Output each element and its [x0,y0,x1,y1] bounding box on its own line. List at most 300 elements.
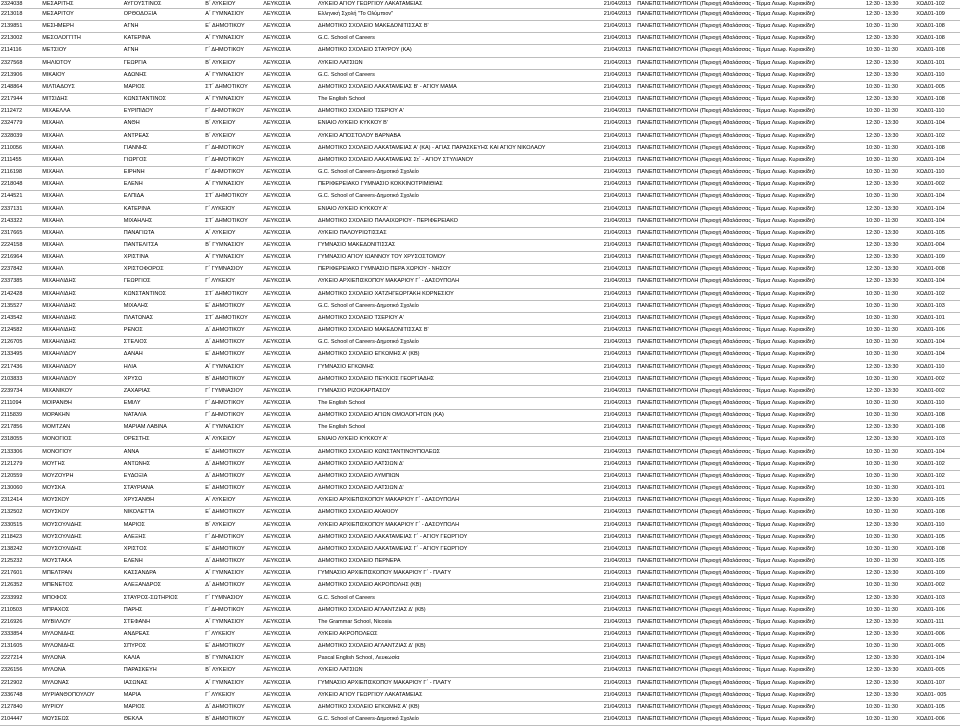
school-cell: The English School [317,398,569,410]
exam-time-cell: 10:30 - 11:30 [865,106,915,118]
student-id-cell: 2326156 [0,665,41,677]
school-cell: ΔΗΜΟΤΙΚΟ ΣΧΟΛΕΙΟ ΛΑΚΑΤΑΜΕΙΑΣ Γ΄ - ΑΓΙΟΥ ΓΕΩΡΓΙΟΥ [317,531,569,543]
student-id-cell: 2233992 [0,592,41,604]
exam-date-cell: 21/04/2013 [569,628,636,640]
school-cell: ΔΗΜΟΤΙΚΟ ΣΧΟΛΕΙΟ ΜΑΚΕΔΟΝΙΤΙΣΣΑΣ Β' [317,21,569,33]
school-cell: ΛΥΚΕΙΟ ΑΓΙΟΥ ΓΕΩΡΓΙΟΥ ΛΑΚΑΤΑΜΕΙΑΣ [317,689,569,701]
surname-cell: ΜΟΥΣΚΑ [41,483,122,495]
student-id-cell: 2337385 [0,276,41,288]
grade-cell: Γ΄ ΔΗΜΟΤΙΚΟΥ [204,45,262,57]
student-id-cell: 2213018 [0,9,41,21]
exam-center-cell: ΠΑΝΕΠΙΣΤΗΜΙΟΥΠΟΛΗ (Περιοχή Αθαλάσσας - Τέρμα Λεωφ. Κυριακίδη) [636,677,865,689]
school-cell: ΕΝΙΑΙΟ ΛΥΚΕΙΟ ΚΥΚΚΟΥ Α' [317,203,569,215]
exam-date-cell: 21/04/2013 [569,325,636,337]
district-cell: ΛΕΥΚΩΣΙΑ [262,179,317,191]
exam-center-cell: ΠΑΝΕΠΙΣΤΗΜΙΟΥΠΟΛΗ (Περιοχή Αθαλάσσας - Τέρμα Λεωφ. Κυριακίδη) [636,556,865,568]
surname-cell: ΜΟΥΣΚΟΥ [41,495,122,507]
room-cell: ΧΩΔ01-108 [915,142,960,154]
first-name-cell: ΔΑΝΑΗ [123,349,204,361]
student-id-cell: 2212902 [0,677,41,689]
student-id-cell: 2111455 [0,154,41,166]
first-name-cell: ΜΙΧΑΛΗΣ [123,300,204,312]
district-cell: ΛΕΥΚΩΣΙΑ [262,252,317,264]
district-cell: ΛΕΥΚΩΣΙΑ [262,325,317,337]
room-cell: ΧΩΔ01-005 [915,81,960,93]
exam-center-cell: ΠΑΝΕΠΙΣΤΗΜΙΟΥΠΟΛΗ (Περιοχή Αθαλάσσας - Τέρμα Λεωφ. Κυριακίδη) [636,276,865,288]
district-cell: ΛΕΥΚΩΣΙΑ [262,677,317,689]
district-cell: ΛΕΥΚΩΣΙΑ [262,130,317,142]
grade-cell: Β΄ ΓΥΜΝΑΣΙΟΥ [204,653,262,665]
exam-center-cell: ΠΑΝΕΠΙΣΤΗΜΙΟΥΠΟΛΗ (Περιοχή Αθαλάσσας - Τέρμα Λεωφ. Κυριακίδη) [636,507,865,519]
grade-cell: Γ΄ ΓΥΜΝΑΣΙΟΥ [204,264,262,276]
district-cell: ΛΕΥΚΩΣΙΑ [262,446,317,458]
district-cell: ΛΕΥΚΩΣΙΑ [262,300,317,312]
exam-center-cell: ΠΑΝΕΠΙΣΤΗΜΙΟΥΠΟΛΗ (Περιοχή Αθαλάσσας - Τέρμα Λεωφ. Κυριακίδη) [636,69,865,81]
district-cell: ΛΕΥΚΩΣΙΑ [262,398,317,410]
school-cell: ΔΗΜΟΤΙΚΟ ΣΧΟΛΕΙΟ ΛΑΚΑΤΑΜΕΙΑΣ Γ΄ - ΑΓΙΟΥ ΓΕΩΡΓΙΟΥ [317,543,569,555]
surname-cell: ΜΕΣΟΛΟΓΓΙΤΗ [41,33,122,45]
first-name-cell: ΑΝΤΩΝΗΣ [123,458,204,470]
first-name-cell: ΚΩΝΣΤΑΝΤΙΝΟΣ [123,288,204,300]
school-cell: ΔΗΜΟΤΙΚΟ ΣΧΟΛΕΙΟ ΑΚΡΟΠΟΛΗΣ (ΚΒ) [317,580,569,592]
grade-cell: Γ΄ ΛΥΚΕΙΟΥ [204,628,262,640]
surname-cell: ΜΟΥΣΟΥΛΙΔΗΣ [41,519,122,531]
grade-cell: Δ΄ ΔΗΜΟΤΙΚΟΥ [204,337,262,349]
district-cell: ΛΕΥΚΩΣΙΑ [262,191,317,203]
exam-date-cell: 21/04/2013 [569,337,636,349]
surname-cell: ΜΙΧΑΝΙΚΟΥ [41,385,122,397]
room-cell: ΧΩΔ01-108 [915,543,960,555]
surname-cell: ΜΙΧΑΗΛΙΔΗΣ [41,300,122,312]
district-cell: ΛΕΥΚΩΣΙΑ [262,106,317,118]
room-cell: ΧΩΔ01-108 [915,45,960,57]
grade-cell: Δ΄ ΔΗΜΟΤΙΚΟΥ [204,556,262,568]
table-row [0,398,960,410]
exam-time-cell: 10:30 - 11:30 [865,349,915,361]
first-name-cell: ΠΑΡΗΣ [123,604,204,616]
district-cell: ΛΕΥΚΩΣΙΑ [262,568,317,580]
first-name-cell: ΑΛΕΞΑΝΔΡΟΣ [123,580,204,592]
exam-center-cell: ΠΑΝΕΠΙΣΤΗΜΙΟΥΠΟΛΗ (Περιοχή Αθαλάσσας - Τέρμα Λεωφ. Κυριακίδη) [636,543,865,555]
room-cell: ΧΩΔ01-006 [915,714,960,726]
exam-time-cell: 12:30 - 13:30 [865,130,915,142]
grade-cell: Α΄ ΓΥΜΝΑΣΙΟΥ [204,69,262,81]
exam-date-cell: 21/04/2013 [569,300,636,312]
table-row [0,677,960,689]
grade-cell: Δ΄ ΔΗΜΟΤΙΚΟΥ [204,325,262,337]
exam-time-cell: 12:30 - 13:30 [865,592,915,604]
surname-cell: ΜΠΟΦΟΣ [41,592,122,604]
table-row [0,556,960,568]
exam-time-cell: 10:30 - 11:30 [865,398,915,410]
exam-center-cell: ΠΑΝΕΠΙΣΤΗΜΙΟΥΠΟΛΗ (Περιοχή Αθαλάσσας - Τέρμα Λεωφ. Κυριακίδη) [636,21,865,33]
student-id-cell: 2217601 [0,568,41,580]
surname-cell: ΜΙΧΑΗΛΙΔΟΥ [41,373,122,385]
district-cell: ΛΕΥΚΩΣΙΑ [262,0,317,9]
district-cell: ΛΕΥΚΩΣΙΑ [262,81,317,93]
exam-center-cell: ΠΑΝΕΠΙΣΤΗΜΙΟΥΠΟΛΗ (Περιοχή Αθαλάσσας - Τέρμα Λεωφ. Κυριακίδη) [636,458,865,470]
student-id-cell: 2135527 [0,300,41,312]
exam-time-cell: 10:30 - 11:30 [865,543,915,555]
school-cell: ΓΥΜΝΑΣΙΟ ΜΑΚΕΔΟΝΙΤΙΣΣΑΣ [317,239,569,251]
table-row [0,495,960,507]
exam-time-cell: 12:30 - 13:30 [865,0,915,9]
first-name-cell: ΠΑΡΑΣΚΕΥΗ [123,665,204,677]
grade-cell: Α΄ ΓΥΜΝΑΣΙΟΥ [204,422,262,434]
exam-time-cell: 12:30 - 13:30 [865,434,915,446]
first-name-cell: ΑΛΕΞΗΣ [123,531,204,543]
room-cell: ΧΩΔ01-102 [915,288,960,300]
school-cell: ΓΥΜΝΑΣΙΟ ΑΡΧΙΕΠΙΣΚΟΠΟΥ ΜΑΚΑΡΙΟΥ Γ΄ - ΠΛΑΤΥ [317,568,569,580]
school-cell: ΔΗΜΟΤΙΚΟ ΣΧΟΛΕΙΟ ΤΣΕΡΙΟΥ Α' [317,106,569,118]
first-name-cell: ΚΑΣΣΑΝΔΡΑ [123,568,204,580]
student-id-cell: 2138242 [0,543,41,555]
exam-center-cell: ΠΑΝΕΠΙΣΤΗΜΙΟΥΠΟΛΗ (Περιοχή Αθαλάσσας - Τέρμα Λεωφ. Κυριακίδη) [636,604,865,616]
surname-cell: ΜΙΧΑΗΛΙΔΗΣ [41,276,122,288]
exam-date-cell: 21/04/2013 [569,385,636,397]
school-cell: ΛΥΚΕΙΟ ΑΚΡΟΠΟΛΕΩΣ [317,628,569,640]
student-id-cell: 2110056 [0,142,41,154]
exam-center-cell: ΠΑΝΕΠΙΣΤΗΜΙΟΥΠΟΛΗ (Περιοχή Αθαλάσσας - Τέρμα Λεωφ. Κυριακίδη) [636,422,865,434]
exam-date-cell: 21/04/2013 [569,276,636,288]
surname-cell: ΜΙΧΑΗΛΙΔΗΣ [41,325,122,337]
table-row [0,543,960,555]
room-cell: ΧΩΔ01-110 [915,361,960,373]
grade-cell: Ε΄ ΔΗΜΟΤΙΚΟΥ [204,300,262,312]
exam-date-cell: 21/04/2013 [569,665,636,677]
exam-time-cell: 12:30 - 13:30 [865,495,915,507]
exam-center-cell: ΠΑΝΕΠΙΣΤΗΜΙΟΥΠΟΛΗ (Περιοχή Αθαλάσσας - Τέρμα Λεωφ. Κυριακίδη) [636,264,865,276]
exam-center-cell: ΠΑΝΕΠΙΣΤΗΜΙΟΥΠΟΛΗ (Περιοχή Αθαλάσσας - Τέρμα Λεωφ. Κυριακίδη) [636,154,865,166]
exam-time-cell: 12:30 - 13:30 [865,628,915,640]
district-cell: ΛΕΥΚΩΣΙΑ [262,714,317,726]
district-cell: ΛΕΥΚΩΣΙΑ [262,203,317,215]
exam-date-cell: 21/04/2013 [569,458,636,470]
table-row [0,9,960,21]
exam-center-cell: ΠΑΝΕΠΙΣΤΗΜΙΟΥΠΟΛΗ (Περιοχή Αθαλάσσας - Τέρμα Λεωφ. Κυριακίδη) [636,519,865,531]
grade-cell: Α΄ ΓΥΜΝΑΣΙΟΥ [204,179,262,191]
room-cell: ΧΩΔ01-110 [915,69,960,81]
exam-date-cell: 21/04/2013 [569,519,636,531]
exam-time-cell: 10:30 - 11:30 [865,142,915,154]
exam-time-cell: 10:30 - 11:30 [865,483,915,495]
district-cell: ΛΕΥΚΩΣΙΑ [262,410,317,422]
surname-cell: ΜΥΛΩΝΑΣ [41,677,122,689]
exam-center-cell: ΠΑΝΕΠΙΣΤΗΜΙΟΥΠΟΛΗ (Περιοχή Αθαλάσσας - Τέρμα Λεωφ. Κυριακίδη) [636,9,865,21]
surname-cell: ΜΙΧΑΗΛ [41,130,122,142]
student-id-cell: 2217944 [0,94,41,106]
table-row [0,349,960,361]
district-cell: ΛΕΥΚΩΣΙΑ [262,373,317,385]
table-row [0,434,960,446]
table-row [0,264,960,276]
student-id-cell: 2103833 [0,373,41,385]
first-name-cell: ΕΥΔΟΞΙΑ [123,470,204,482]
first-name-cell: ΖΑΧΑΡΙΑΣ [123,385,204,397]
student-id-cell: 2218048 [0,179,41,191]
exam-time-cell: 12:30 - 13:30 [865,94,915,106]
table-row [0,446,960,458]
room-cell: ΧΩΔ01-102 [915,470,960,482]
surname-cell: ΜΟΜΤΖΑΝ [41,422,122,434]
exam-time-cell: 10:30 - 11:30 [865,580,915,592]
table-row [0,239,960,251]
surname-cell: ΜΙΛΤΙΑΔΟΥΣ [41,81,122,93]
grade-cell: Γ΄ ΔΗΜΟΤΙΚΟΥ [204,604,262,616]
exam-center-cell: ΠΑΝΕΠΙΣΤΗΜΙΟΥΠΟΛΗ (Περιοχή Αθαλάσσας - Τέρμα Λεωφ. Κυριακίδη) [636,592,865,604]
exam-center-cell: ΠΑΝΕΠΙΣΤΗΜΙΟΥΠΟΛΗ (Περιοχή Αθαλάσσας - Τέρμα Λεωφ. Κυριακίδη) [636,33,865,45]
first-name-cell: ΧΡΙΣΤΟΣ [123,543,204,555]
first-name-cell: ΠΛΑΤΩΝΑΣ [123,312,204,324]
exam-time-cell: 10:30 - 11:30 [865,507,915,519]
surname-cell: ΜΟΥΣΟΥΛΙΔΗΣ [41,531,122,543]
table-row [0,252,960,264]
school-cell: The Grammar School, Nicosia [317,616,569,628]
surname-cell: ΜΗΛΙΩΤΟΥ [41,57,122,69]
exam-date-cell: 21/04/2013 [569,446,636,458]
exam-center-cell: ΠΑΝΕΠΙΣΤΗΜΙΟΥΠΟΛΗ (Περιοχή Αθαλάσσας - Τέρμα Λεωφ. Κυριακίδη) [636,130,865,142]
first-name-cell: ΑΝΔΡΕΑΣ [123,628,204,640]
room-cell: ΧΩΔ01-105 [915,531,960,543]
first-name-cell: ΓΙΩΡΓΟΣ [123,154,204,166]
room-cell: ΧΩΔ01-101 [915,483,960,495]
table-row [0,69,960,81]
exam-date-cell: 21/04/2013 [569,142,636,154]
first-name-cell: ΑΔΩΝΗΣ [123,69,204,81]
exam-time-cell: 12:30 - 13:30 [865,179,915,191]
surname-cell: ΜΟΡΑΚΗΝ [41,410,122,422]
first-name-cell: ΑΥΓΟΥΣΤΙΝΟΣ [123,0,204,9]
student-id-cell: 2115839 [0,410,41,422]
district-cell: ΛΕΥΚΩΣΙΑ [262,495,317,507]
student-id-cell: 2111094 [0,398,41,410]
school-cell: ΔΗΜΟΤΙΚΟ ΣΧΟΛΕΙΟ ΣΤΑΥΡΟΥ (ΚΑ) [317,45,569,57]
table-row [0,227,960,239]
district-cell: ΛΕΥΚΩΣΙΑ [262,288,317,300]
student-id-cell: 2114116 [0,45,41,57]
exam-time-cell: 10:30 - 11:30 [865,288,915,300]
grade-cell: Ε΄ ΔΗΜΟΤΙΚΟΥ [204,483,262,495]
surname-cell: ΜΟΝΟΓΙΟΥ [41,446,122,458]
surname-cell: ΜΙΧΑΗΛ [41,239,122,251]
school-cell: ΔΗΜΟΤΙΚΟ ΣΧΟΛΕΙΟ ΛΑΤΣΙΩΝ Δ' [317,458,569,470]
district-cell: ΛΕΥΚΩΣΙΑ [262,215,317,227]
room-cell: ΧΩΔ01-105 [915,556,960,568]
school-cell: ΛΥΚΕΙΟ ΑΡΧΙΕΠΙΣΚΟΠΟΥ ΜΑΚΑΡΙΟΥ Γ΄ - ΔΑΣΟΥΠΟΛΗ [317,519,569,531]
exam-date-cell: 21/04/2013 [569,94,636,106]
first-name-cell: ΓΙΑΝΝΗΣ [123,142,204,154]
district-cell: ΛΕΥΚΩΣΙΑ [262,142,317,154]
first-name-cell: ΑΝΘΗ [123,118,204,130]
school-cell: ΔΗΜΟΤΙΚΟ ΣΧΟΛΕΙΟ ΛΑΚΑΤΑΜΕΙΑΣ Β' - ΑΓΙΟΥ ΜΑΜΑ [317,81,569,93]
grade-cell: Α΄ ΓΥΜΝΑΣΙΟΥ [204,252,262,264]
grade-cell: Α΄ ΓΥΜΝΑΣΙΟΥ [204,568,262,580]
grade-cell: Γ΄ ΓΥΜΝΑΣΙΟΥ [204,385,262,397]
exam-date-cell: 21/04/2013 [569,9,636,21]
first-name-cell: ΡΕΝΟΣ [123,325,204,337]
room-cell: ΧΩΔ01-108 [915,410,960,422]
district-cell: ΛΕΥΚΩΣΙΑ [262,604,317,616]
exam-time-cell: 10:30 - 11:30 [865,470,915,482]
table-row [0,167,960,179]
exam-center-cell: ΠΑΝΕΠΙΣΤΗΜΙΟΥΠΟΛΗ (Περιοχή Αθαλάσσας - Τέρμα Λεωφ. Κυριακίδη) [636,398,865,410]
surname-cell: ΜΩΥΣΕΩΣ [41,714,122,726]
grade-cell: Α΄ ΛΥΚΕΙΟΥ [204,495,262,507]
exam-time-cell: 12:30 - 13:30 [865,239,915,251]
table-row [0,57,960,69]
school-cell: ΛΥΚΕΙΟ ΠΑΛΟΥΡΙΩΤΙΣΣΑΣ [317,227,569,239]
table-row [0,519,960,531]
room-cell: ΧΩΔ01-104 [915,337,960,349]
first-name-cell: ΚΩΝΣΤΑΝΤΙΝΟΣ [123,94,204,106]
district-cell: ΛΕΥΚΩΣΙΑ [262,154,317,166]
table-row [0,592,960,604]
room-cell: ΧΩΔ01-110 [915,167,960,179]
room-cell: ΧΩΔ01-102 [915,458,960,470]
room-cell: ΧΩΔ01-102 [915,130,960,142]
grade-cell: Γ΄ ΛΥΚΕΙΟΥ [204,203,262,215]
first-name-cell: ΓΕΩΡΓΙΟΣ [123,276,204,288]
student-id-cell: 2121279 [0,458,41,470]
school-cell: The English School [317,94,569,106]
exam-center-cell: ΠΑΝΕΠΙΣΤΗΜΙΟΥΠΟΛΗ (Περιοχή Αθαλάσσας - Τέρμα Λεωφ. Κυριακίδη) [636,179,865,191]
exam-date-cell: 21/04/2013 [569,118,636,130]
grade-cell: ΣΤ΄ ΔΗΜΟΤΙΚΟΥ [204,288,262,300]
exam-center-cell: ΠΑΝΕΠΙΣΤΗΜΙΟΥΠΟΛΗ (Περιοχή Αθαλάσσας - Τέρμα Λεωφ. Κυριακίδη) [636,568,865,580]
student-id-cell: 2336748 [0,689,41,701]
surname-cell: ΜΙΧΑΗΛ [41,264,122,276]
exam-time-cell: 10:30 - 11:30 [865,458,915,470]
table-row [0,714,960,726]
exam-time-cell: 12:30 - 13:30 [865,57,915,69]
table-row [0,653,960,665]
district-cell: ΛΕΥΚΩΣΙΑ [262,592,317,604]
student-id-cell: 2330515 [0,519,41,531]
student-id-cell: 2124582 [0,325,41,337]
student-id-cell: 2139851 [0,21,41,33]
room-cell: ΧΩΔ01-104 [915,191,960,203]
table-row [0,33,960,45]
grade-cell: Α΄ ΛΥΚΕΙΟΥ [204,434,262,446]
student-id-cell: 2213002 [0,33,41,45]
exam-center-cell: ΠΑΝΕΠΙΣΤΗΜΙΟΥΠΟΛΗ (Περιοχή Αθαλάσσας - Τέρμα Λεωφ. Κυριακίδη) [636,81,865,93]
exam-center-cell: ΠΑΝΕΠΙΣΤΗΜΙΟΥΠΟΛΗ (Περιοχή Αθαλάσσας - Τέρμα Λεωφ. Κυριακίδη) [636,300,865,312]
table-row [0,94,960,106]
school-cell: ΕΝΙΑΙΟ ΛΥΚΕΙΟ ΚΥΚΚΟΥ Α' [317,434,569,446]
room-cell: ΧΩΔ01-108 [915,33,960,45]
student-id-cell: 2216926 [0,616,41,628]
exam-center-cell: ΠΑΝΕΠΙΣΤΗΜΙΟΥΠΟΛΗ (Περιοχή Αθαλάσσας - Τέρμα Λεωφ. Κυριακίδη) [636,0,865,9]
first-name-cell: ΑΝΝΑ [123,446,204,458]
grade-cell: Γ΄ ΔΗΜΟΤΙΚΟΥ [204,398,262,410]
first-name-cell: ΣΠΥΡΟΣ [123,641,204,653]
student-id-cell: 2116198 [0,167,41,179]
district-cell: ΛΕΥΚΩΣΙΑ [262,665,317,677]
exam-center-cell: ΠΑΝΕΠΙΣΤΗΜΙΟΥΠΟΛΗ (Περιοχή Αθαλάσσας - Τέρμα Λεωφ. Κυριακίδη) [636,118,865,130]
room-cell: ΧΩΔ01-110 [915,398,960,410]
first-name-cell: ΕΛΠΙΔΑ [123,191,204,203]
table-row [0,325,960,337]
room-cell: ΧΩΔ01-109 [915,252,960,264]
table-row [0,21,960,33]
grade-cell: Α΄ ΓΥΜΝΑΣΙΟΥ [204,94,262,106]
exam-date-cell: 21/04/2013 [569,373,636,385]
room-cell: ΧΩΔ01-103 [915,592,960,604]
grade-cell: Α΄ ΓΥΜΝΑΣΙΟΥ [204,616,262,628]
exam-date-cell: 21/04/2013 [569,410,636,422]
grade-cell: Α΄ ΓΥΜΝΑΣΙΟΥ [204,33,262,45]
room-cell: ΧΩΔ01-002 [915,385,960,397]
first-name-cell: ΑΝΤΡΕΑΣ [123,130,204,142]
student-id-cell: 2143542 [0,312,41,324]
exam-date-cell: 21/04/2013 [569,580,636,592]
grade-cell: Γ΄ ΛΥΚΕΙΟΥ [204,689,262,701]
exam-date-cell: 21/04/2013 [569,483,636,495]
exam-time-cell: 10:30 - 11:30 [865,300,915,312]
surname-cell: ΜΙΧΑΗΛ [41,142,122,154]
table-row [0,580,960,592]
school-cell: ΓΥΜΝΑΣΙΟ ΕΓΚΩΜΗΣ [317,361,569,373]
exam-date-cell: 21/04/2013 [569,33,636,45]
school-cell: ΔΗΜΟΤΙΚΟ ΣΧΟΛΕΙΟ ΠΑΛΑΙΧΩΡΙΟΥ - ΠΕΡΙΦΕΡΕΙΑΚΟ [317,215,569,227]
room-cell: ΧΩΔ01- 005 [915,689,960,701]
exam-center-cell: ΠΑΝΕΠΙΣΤΗΜΙΟΥΠΟΛΗ (Περιοχή Αθαλάσσας - Τέρμα Λεωφ. Κυριακίδη) [636,312,865,324]
exam-date-cell: 21/04/2013 [569,239,636,251]
exam-date-cell: 21/04/2013 [569,701,636,713]
room-cell: ΧΩΔ01-104 [915,446,960,458]
school-cell: The English School [317,422,569,434]
grade-cell: Γ΄ ΔΗΜΟΤΙΚΟΥ [204,106,262,118]
exam-time-cell: 10:30 - 11:30 [865,337,915,349]
first-name-cell: ΧΡΥΣΑΝΘΗ [123,495,204,507]
exam-time-cell: 12:30 - 13:30 [865,689,915,701]
grade-cell: Ε΄ ΔΗΜΟΤΙΚΟΥ [204,349,262,361]
exam-date-cell: 21/04/2013 [569,252,636,264]
first-name-cell: ΚΑΤΕΡΙΝΑ [123,33,204,45]
table-row [0,81,960,93]
exam-date-cell: 21/04/2013 [569,398,636,410]
district-cell: ΛΕΥΚΩΣΙΑ [262,689,317,701]
room-cell: ΧΩΔ01-108 [915,422,960,434]
grade-cell: Ε΄ ΔΗΜΟΤΙΚΟΥ [204,641,262,653]
room-cell: ΧΩΔ01-109 [915,568,960,580]
table-row [0,337,960,349]
room-cell: ΧΩΔ01-108 [915,507,960,519]
room-cell: ΧΩΔ01-104 [915,653,960,665]
student-id-cell: 2120559 [0,470,41,482]
room-cell: ΧΩΔ01-101 [915,57,960,69]
surname-cell: ΜΠΕΝΕΤΟΣ [41,580,122,592]
surname-cell: ΜΥΡΙΟΥ [41,701,122,713]
student-id-cell: 2132502 [0,507,41,519]
exam-time-cell: 12:30 - 13:30 [865,227,915,239]
first-name-cell: ΜΑΡΙΟΣ [123,81,204,93]
exam-date-cell: 21/04/2013 [569,495,636,507]
student-id-cell: 2239734 [0,385,41,397]
exam-date-cell: 21/04/2013 [569,556,636,568]
student-id-cell: 2133495 [0,349,41,361]
surname-cell: ΜΕΣΑΡΙΤΟΥ [41,9,122,21]
grade-cell: Ε΄ ΔΗΜΟΤΙΚΟΥ [204,507,262,519]
exam-date-cell: 21/04/2013 [569,361,636,373]
student-id-cell: 2144521 [0,191,41,203]
table-row [0,288,960,300]
surname-cell: ΜΙΧΑΕΛΛΑ [41,106,122,118]
grade-cell: Β΄ ΔΗΜΟΤΙΚΟΥ [204,373,262,385]
district-cell: ΛΕΥΚΩΣΙΑ [262,422,317,434]
surname-cell: ΜΟΥΓΗΣ [41,458,122,470]
room-cell: ΧΩΔ01-108 [915,21,960,33]
